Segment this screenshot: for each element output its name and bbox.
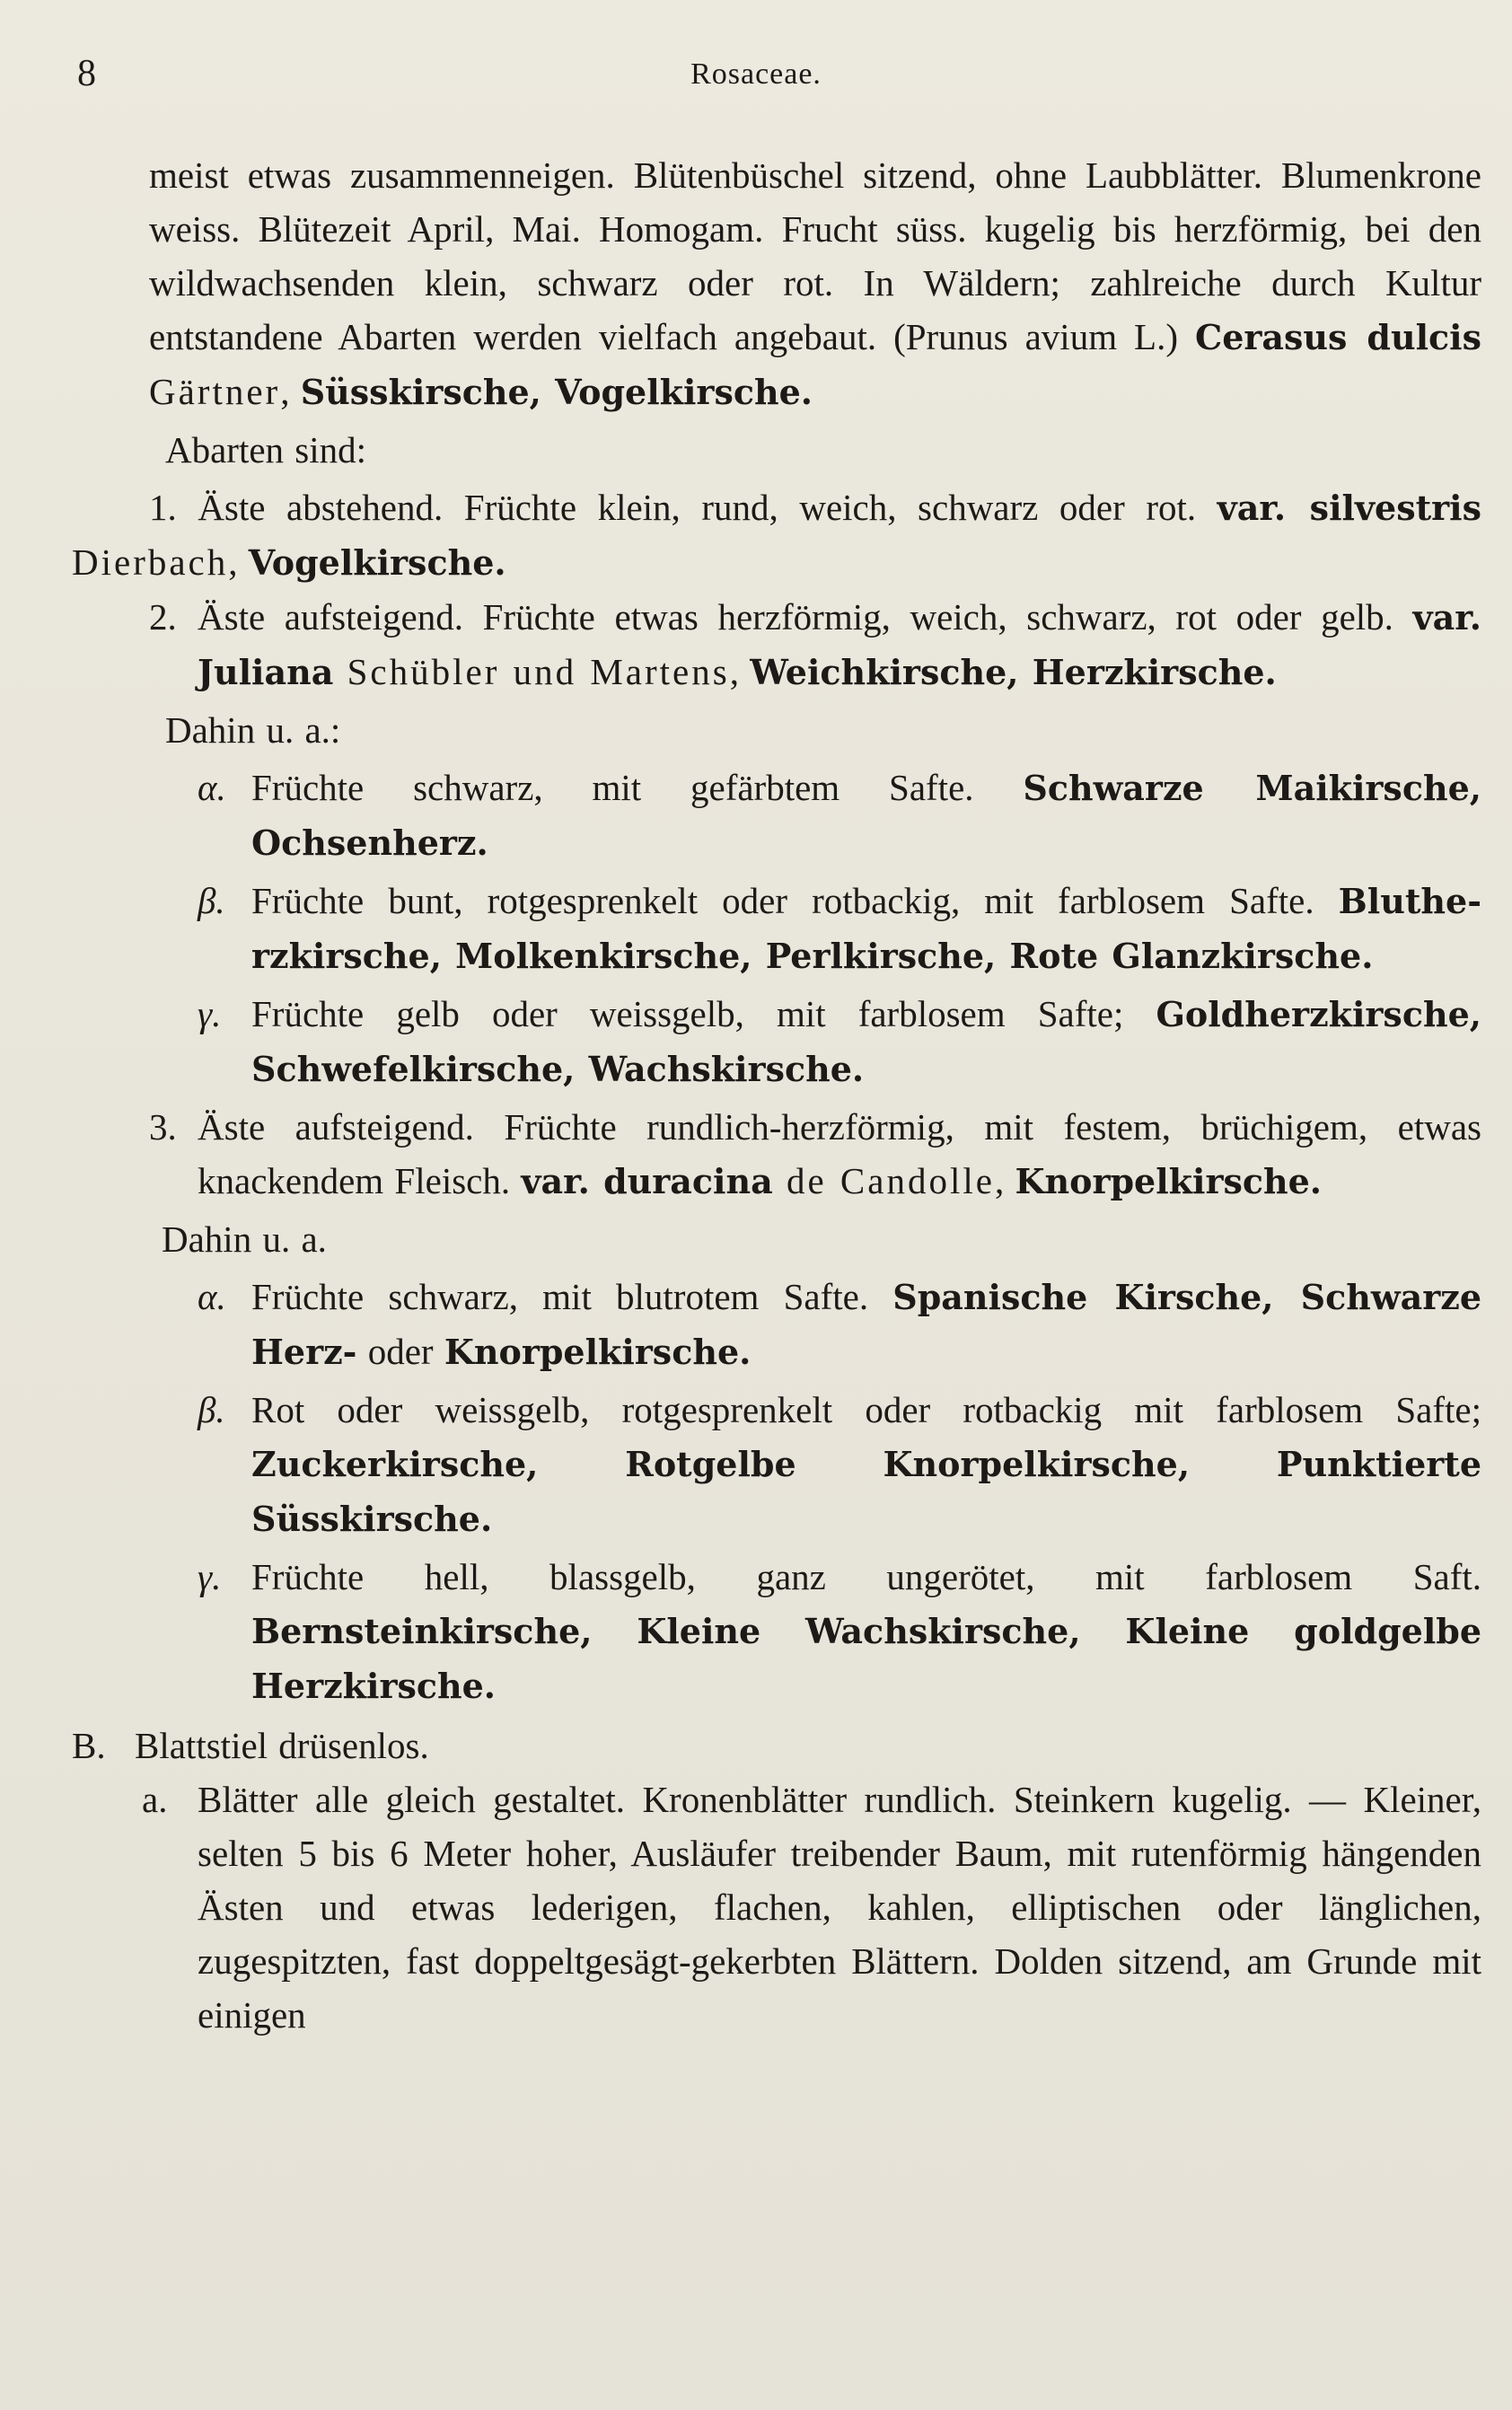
text: Äste aufsteigend. Früchte etwas herzförmig, weich, schwarz, rot oder gelb. [198,596,1413,638]
item-marker: a. [142,1779,168,1820]
abarten-heading: Abarten sind: [165,429,367,471]
variety-3-alpha [72,1270,1481,1379]
common-names: Süsskirsche, Vogelkirsche. [300,372,813,412]
text: , [280,371,301,412]
text: , [228,541,249,583]
variety-3-beta [72,1383,1481,1546]
section-marker: B. [72,1725,106,1766]
page-body [72,148,1481,2042]
text: Früchte hell, blassgelb, ganz ungerötet, mit farblosem Saft. [251,1556,1481,1597]
item-number: 3. [149,1106,177,1148]
text: Äste abstehend. Früchte klein, rund, weich, schwarz oder rot. [198,487,1218,528]
text: Äste aufsteigend. Früchte rundlich-herzförmig, mit festem, brüchigem, etwas knackendem Fleisch. [198,1106,1481,1201]
author-name: Dierbach [72,541,229,583]
section-b-a [72,1772,1481,2042]
item-marker: β. [198,880,225,921]
text: , [994,1160,1015,1201]
variety-2-beta [72,874,1481,983]
item-number: 1. [149,487,177,528]
page-number: 8 [77,53,96,94]
variety-3 [72,1100,1481,1209]
item-marker: γ. [198,1556,222,1597]
text: Früchte schwarz, mit blutrotem Safte. [251,1276,893,1317]
common-names: Blutherzkirsche, Molkenkirsche, Perlkirsche, Rote Glanzkirsche. [251,881,1481,976]
common-names: Zuckerkirsche, Rotgelbe Knorpelkirsche, Punktierte Süsskirsche. [251,1444,1481,1539]
text: Früchte gelb oder weissgelb, mit farblosem Safte; [251,993,1156,1034]
common-names: Knorpelkirsche. [1015,1161,1323,1201]
section-b [72,1719,1481,1772]
common-names: Knorpelkirsche. [444,1332,752,1372]
text: Rot oder weissgelb, rotgesprenkelt oder rotbackig mit farblosem Safte; [251,1389,1481,1430]
species-name: Cerasus dulcis [1194,317,1481,357]
variety-name: var. Juliana [198,597,1481,692]
variety-name: var. duracina [521,1161,773,1201]
common-names: Bernsteinkirsche, Kleine Wachskirsche, Kleine goldgelbe Herzkirsche. [251,1611,1481,1706]
common-names: Schwarze Maikirsche, Ochsenherz. [251,768,1481,863]
paragraph-prunus-avium [72,148,1481,419]
variety-2-alpha [72,761,1481,870]
item-marker: α. [198,767,226,808]
variety-1 [72,480,1481,590]
author-name: Schübler und Martens [333,651,730,692]
common-names: Spanische Kirsche, Schwarze Herz- [251,1277,1481,1372]
common-names: Goldherzkirsche, Schwefelkirsche, Wachskirsche. [251,994,1481,1089]
item-marker: γ. [198,993,222,1034]
author-name: de Candolle [772,1160,995,1201]
dahin-heading-1: Dahin u. a.: [165,709,341,751]
item-marker: α. [198,1276,226,1317]
variety-2-gamma [72,987,1481,1096]
common-names: Vogelkirsche. [248,542,506,583]
text: Früchte schwarz, mit gefärbtem Safte. [251,767,1024,808]
variety-3-gamma [72,1550,1481,1713]
variety-name: var. silvestris [1217,488,1481,528]
text: Blattstiel drüsenlos. [135,1725,429,1766]
item-marker: β. [198,1389,225,1430]
author-name: Gärtner [149,371,281,412]
text: meist etwas zusammenneigen. Blütenbüschel sitzend, ohne Laubblätter. Blumenkrone weiss. Blütezeit April, Mai. Homogam. Frucht süss. kugelig bis herzförmig, bei den wildwachsenden klein, schwarz oder rot. In Wäldern; zahlreiche durch Kultur entstandene Abarten werden vielfach angebaut. (Prunus avium L.) [149,154,1481,357]
text: Blätter alle gleich gestaltet. Kronenblätter rundlich. Steinkern kugelig. — Kleiner, selten 5 bis 6 Meter hoher, Ausläufer treibender Baum, mit rutenförmig hängenden Ästen und etwas lederigen, flachen, kahlen, elliptischen oder länglichen, zugespitzten, fast doppeltgesägt-gekerbten Blättern. Dolden sitzend, am Grunde mit einigen [198,1779,1481,2036]
running-head: Rosaceae. [690,57,822,91]
common-names: Weichkirsche, Herzkirsche. [750,652,1277,692]
text: oder [356,1331,444,1372]
text: Früchte bunt, rotgesprenkelt oder rotbackig, mit farblosem Safte. [251,880,1339,921]
variety-2 [72,590,1481,699]
page-header [77,52,1435,106]
dahin-heading-2: Dahin u. a. [162,1218,327,1260]
item-number: 2. [149,596,177,638]
text: , [729,651,751,692]
